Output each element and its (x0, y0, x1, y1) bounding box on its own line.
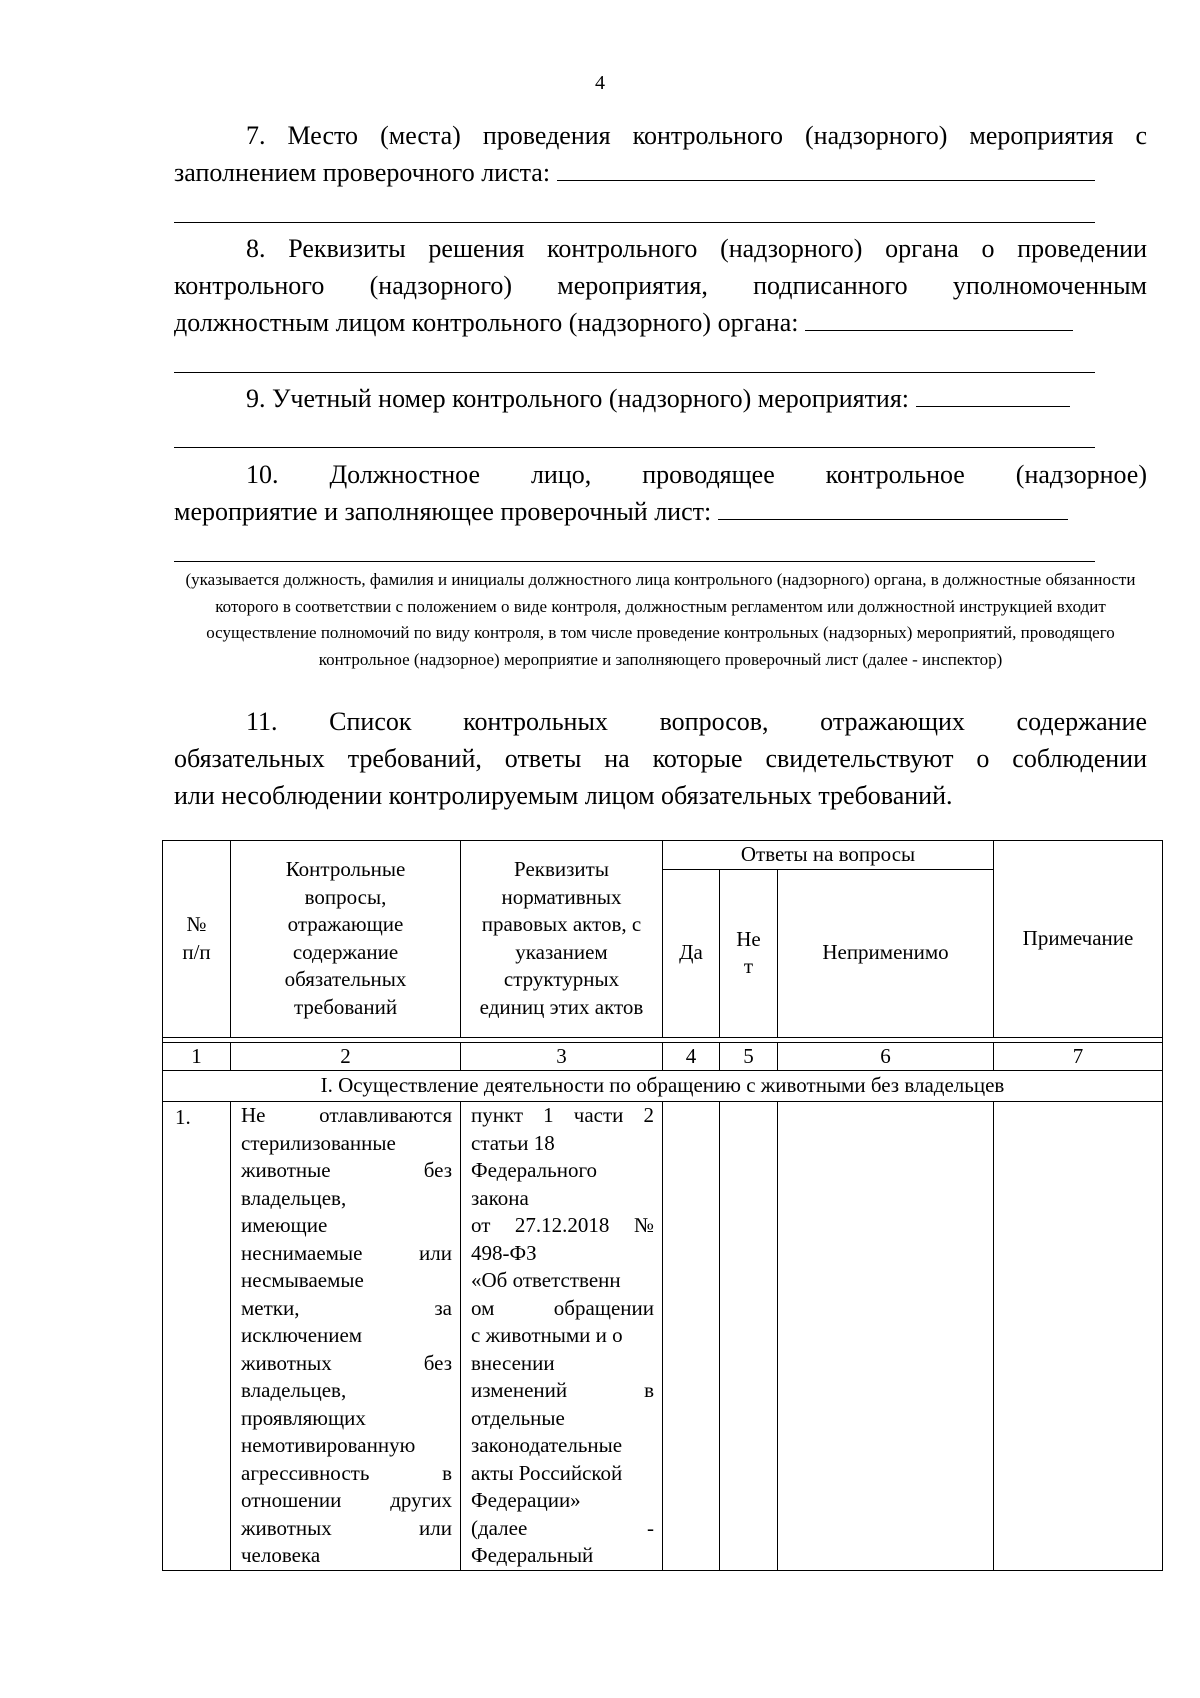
column-number: 7 (994, 1042, 1163, 1071)
question-line: животных без (241, 1350, 452, 1375)
item-8-line-1 (174, 230, 1147, 267)
requisite-line: «Об ответственн (471, 1268, 621, 1292)
question-line: исключением (241, 1323, 363, 1347)
question-line: агрессивность в (241, 1460, 452, 1485)
item-8-line-2 (174, 267, 1147, 304)
table-header-row (163, 841, 1163, 870)
section-row (163, 1071, 1163, 1102)
header-num: № п/п (163, 841, 231, 1038)
requisite-line: законодательные (471, 1433, 623, 1457)
answer-yes-cell[interactable] (663, 1102, 720, 1571)
remark-cell[interactable] (994, 1102, 1163, 1571)
item-10-text-1: 10. Должностное лицо, проводящее контрольное (надзорное) (246, 460, 1147, 489)
question-line: Не отлавливаются (241, 1103, 452, 1127)
column-number: 6 (778, 1042, 994, 1071)
question-line: человека (241, 1543, 321, 1567)
item-11-line-1 (174, 703, 1147, 740)
item-8-fill-line[interactable] (805, 306, 1073, 331)
item-7-text-1: 7. Место (места) проведения контрольного (надзорного) мероприятия с (246, 121, 1147, 150)
item-10-fill-line[interactable] (718, 495, 1068, 520)
requisite-line: внесении (471, 1350, 555, 1375)
header-answers: Ответы на вопросы (663, 841, 994, 870)
item-7-fill-line[interactable] (557, 156, 1095, 181)
row-number: 1. (163, 1102, 231, 1571)
question-line: стерилизованные (241, 1130, 396, 1155)
requisite-line: с животными и о (471, 1323, 623, 1347)
item-8-line-3 (174, 304, 1147, 341)
requisite-line: закона (471, 1185, 529, 1210)
item-10-text-2: мероприятие и заполняющее проверочный лист: (174, 497, 712, 526)
header-questions: Контрольные вопросы, отражающие содержание обязательных требований (231, 841, 461, 1038)
item-9-blank-rule[interactable] (174, 447, 1095, 448)
row-question (231, 1102, 461, 1571)
column-number: 5 (720, 1042, 778, 1071)
requisite-line: статьи 18 (471, 1130, 555, 1155)
question-line: животные без (241, 1158, 452, 1182)
item-7-text-2: заполнением проверочного листа: (174, 158, 551, 187)
item-11-line-2 (174, 740, 1147, 777)
column-number: 4 (663, 1042, 720, 1071)
requisite-line: Федерации» (471, 1488, 581, 1512)
requisite-line: пункт 1 части 2 (471, 1103, 654, 1127)
question-line: животных или (241, 1515, 452, 1540)
requisite-line: отдельные (471, 1405, 565, 1430)
item-8-blank-rule[interactable] (174, 372, 1095, 373)
question-line: метки, за (241, 1295, 452, 1320)
item-10-line-2 (174, 493, 1147, 530)
header-not-applicable: Неприменимо (778, 869, 994, 1037)
question-line: владельцев, (241, 1185, 347, 1210)
item-10-line-1 (174, 456, 1147, 493)
question-line: проявляющих (241, 1405, 366, 1430)
requisite-line: 498-ФЗ (471, 1240, 537, 1265)
item-11-line-3 (174, 777, 1147, 814)
item-9-fill-line[interactable] (916, 382, 1070, 407)
checklist-table (162, 840, 1163, 1571)
question-line: владельцев, (241, 1378, 347, 1402)
question-line: имеющие (241, 1213, 328, 1237)
question-line: неснимаемые или (241, 1240, 452, 1265)
item-7-line-1 (174, 117, 1147, 154)
question-line: немотивированную (241, 1433, 416, 1457)
answer-no-cell[interactable] (720, 1102, 778, 1571)
section-title: I. Осуществление деятельности по обращению с животными без владельцев (163, 1071, 1163, 1102)
item-10-blank-rule[interactable] (174, 561, 1095, 562)
header-no: Не т (720, 869, 778, 1037)
row-requisites (461, 1102, 663, 1571)
item-8-text-3: должностным лицом контрольного (надзорного) органа: (174, 308, 799, 337)
item-9-line-1 (174, 380, 1147, 417)
column-number-row (163, 1042, 1163, 1071)
item-8-text-2: контрольного (надзорного) мероприятия, подписанного уполномоченным (174, 271, 1147, 300)
header-requisites: Реквизиты нормативных правовых актов, с указанием структурных единиц этих актов (461, 841, 663, 1038)
requisite-line: изменений в (471, 1378, 654, 1402)
question-line: отношении других (241, 1488, 452, 1512)
item-7-line-2 (174, 154, 1147, 191)
requisite-line: (далее - (471, 1515, 654, 1540)
column-number: 2 (231, 1042, 461, 1071)
page-number: 4 (595, 72, 605, 94)
header-yes: Да (663, 869, 720, 1037)
item-11-text-1: 11. Список контрольных вопросов, отражающих содержание (246, 707, 1147, 736)
requisite-line: Федеральный (471, 1543, 594, 1567)
item-7-blank-rule[interactable] (174, 222, 1095, 223)
column-number: 3 (461, 1042, 663, 1071)
requisite-line: Федерального (471, 1158, 598, 1182)
item-11-text-2: обязательных требований, ответы на которые свидетельствуют о соблюдении (174, 744, 1147, 773)
column-number: 1 (163, 1042, 231, 1071)
requisite-line: от 27.12.2018 № (471, 1213, 654, 1237)
header-remark: Примечание (994, 841, 1163, 1038)
question-line: несмываемые (241, 1268, 364, 1292)
item-8-text-1: 8. Реквизиты решения контрольного (надзорного) органа о проведении (246, 234, 1147, 263)
table-row (163, 1102, 1163, 1571)
requisite-line: ом обращении (471, 1295, 654, 1320)
requisite-line: акты Российской (471, 1460, 623, 1485)
item-9-text-1: 9. Учетный номер контрольного (надзорного) мероприятия: (246, 384, 910, 413)
inspector-note: (указывается должность, фамилия и инициалы должностного лица контрольного (надзорного) органа, в должностные обязанности которого в соответствии с положением о виде контроля, должностным регламентом или должностной инструкцией входит осуществление полномочий по виду контроля, в том числе проведение контрольных (надзорных) мероприятий, проводящего контрольное (надзорное) мероприятие и заполняющего проверочный лист (далее - инспектор) (185, 570, 1136, 669)
item-11-text-3: или несоблюдении контролируемым лицом обязательных требований. (174, 781, 953, 810)
answer-not-applicable-cell[interactable] (778, 1102, 994, 1571)
